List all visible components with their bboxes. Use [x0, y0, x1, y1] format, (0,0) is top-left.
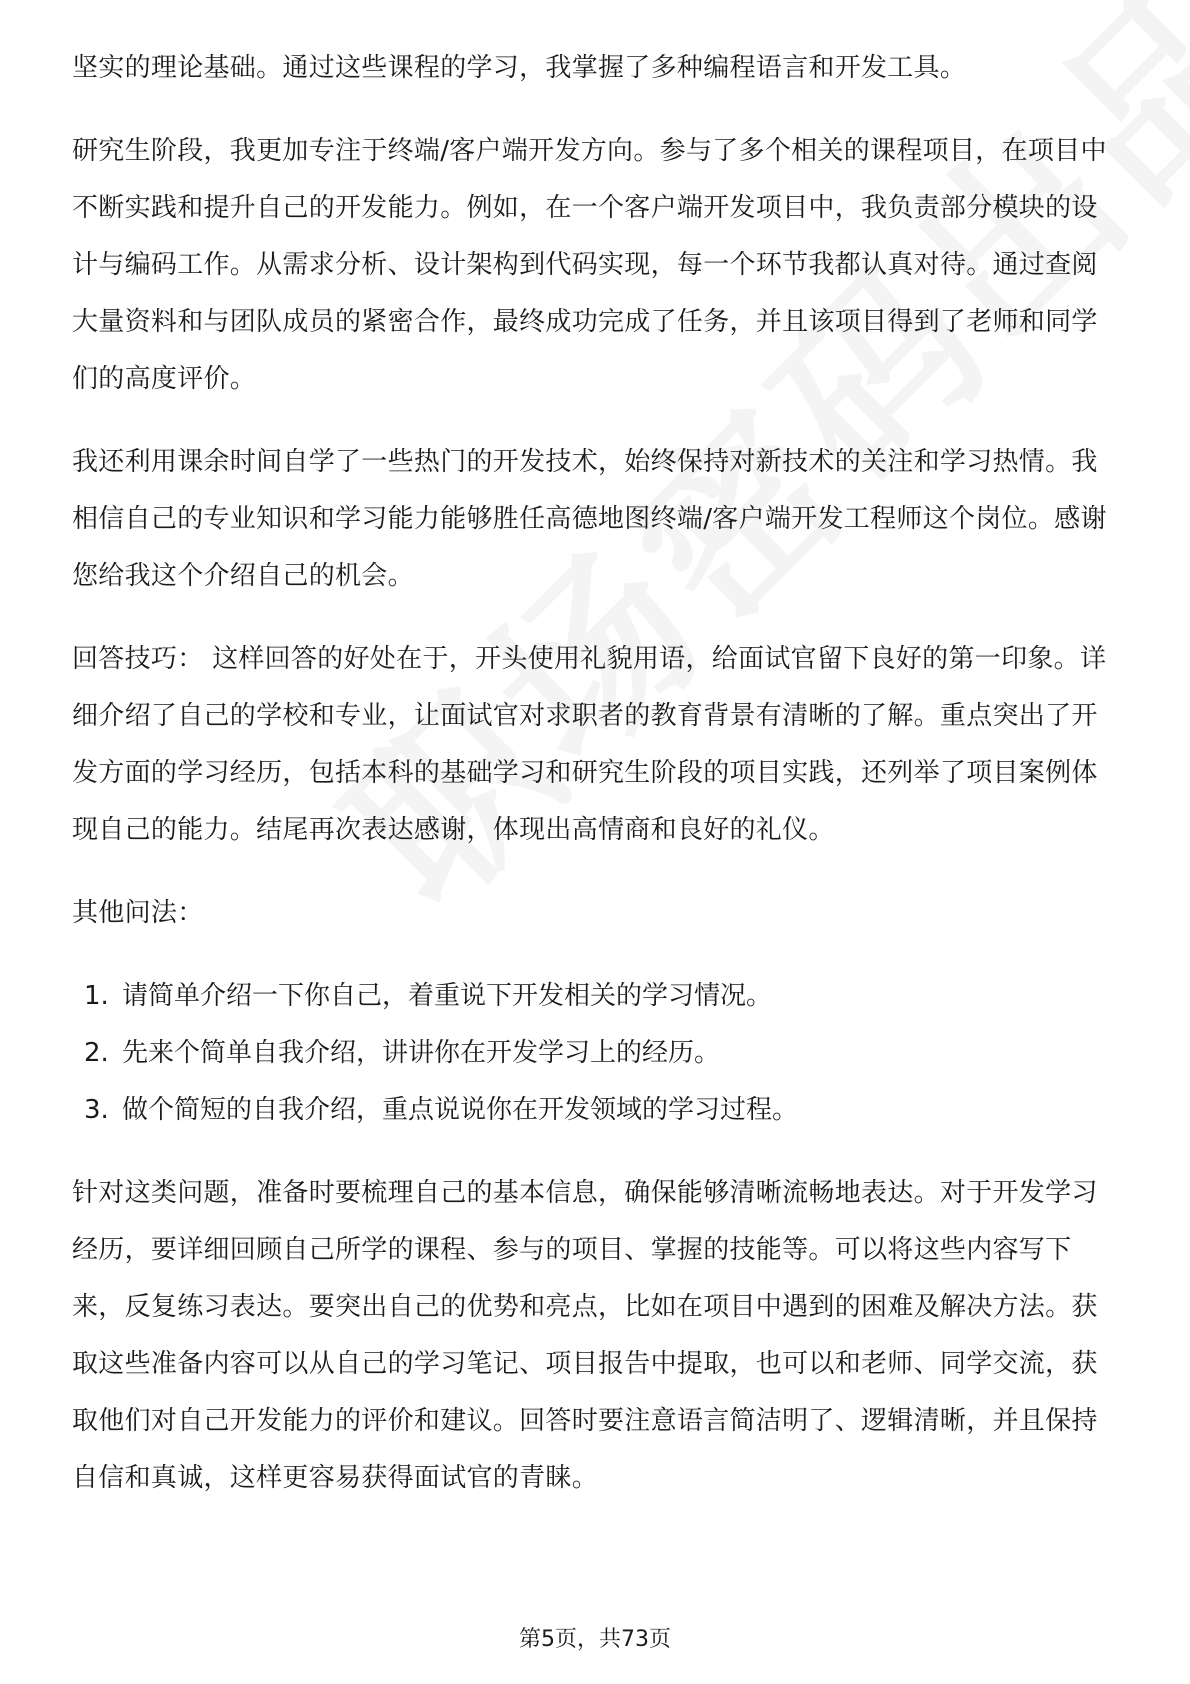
page-footer: 第5页，共73页 — [519, 1627, 671, 1652]
paragraph-other-questions-heading: 其他问法： — [72, 898, 204, 928]
paragraph-3: 我还利用课余时间自学了一些热门的开发技术，始终保持对新技术的关注和学习热情。我相信自己的专业知识和学习能力能够胜任高德地图终端/客户端开发工程师这个岗位。感谢您给我这个介绍自己的机会。 — [72, 447, 1107, 591]
list-item-number: 1. — [84, 981, 109, 1011]
list-item-number: 2. — [84, 1038, 109, 1068]
paragraph-answer-tips: 回答技巧： 这样回答的好处在于，开头使用礼貌用语，给面试官留下良好的第一印象。详细介绍了自己的学校和专业，让面试官对求职者的教育背景有清晰的了解。重点突出了开发方面的学习经历，包括本科的基础学习和研究生阶段的项目实践，还列举了项目案例体现自己的能力。结尾再次表达感谢，体现出高情商和良好的礼仪。 — [72, 644, 1107, 845]
paragraph-closing: 针对这类问题，准备时要梳理自己的基本信息，确保能够清晰流畅地表达。对于开发学习经历，要详细回顾自己所学的课程、参与的项目、掌握的技能等。可以将这些内容写下来，反复练习表达。要突出自己的优势和亮点，比如在项目中遇到的困难及解决方法。获取这些准备内容可以从自己的学习笔记、项目报告中提取，也可以和老师、同学交流，获取他们对自己开发能力的评价和建议。回答时要注意语言简洁明了、逻辑清晰，并且保持自信和真诚，这样更容易获得面试官的青睐。 — [72, 1178, 1098, 1493]
list-item-text: 先来个简单自我介绍，讲讲你在开发学习上的经历。 — [122, 1038, 721, 1068]
list-item-text: 做个简短的自我介绍，重点说说你在开发领域的学习过程。 — [122, 1095, 799, 1125]
paragraph-1: 坚实的理论基础。通过这些课程的学习，我掌握了多种编程语言和开发工具。 — [72, 53, 967, 83]
list-item-text: 请简单介绍一下你自己，着重说下开发相关的学习情况。 — [122, 981, 773, 1011]
list-item — [72, 1082, 1122, 1139]
list-item — [72, 1025, 1122, 1082]
list-item — [72, 968, 1122, 1025]
other-questions-list — [72, 968, 1122, 1139]
document-body — [72, 40, 1122, 1507]
list-item-number: 3. — [84, 1095, 109, 1125]
paragraph-2: 研究生阶段，我更加专注于终端/客户端开发方向。参与了多个相关的课程项目，在项目中不断实践和提升自己的开发能力。例如，在一个客户端开发项目中，我负责部分模块的设计与编码工作。从需求分析、设计架构到代码实现，每一个环节我都认真对待。通过查阅大量资料和与团队成员的紧密合作，最终成功完成了任务，并且该项目得到了老师和同学们的高度评价。 — [72, 136, 1107, 394]
